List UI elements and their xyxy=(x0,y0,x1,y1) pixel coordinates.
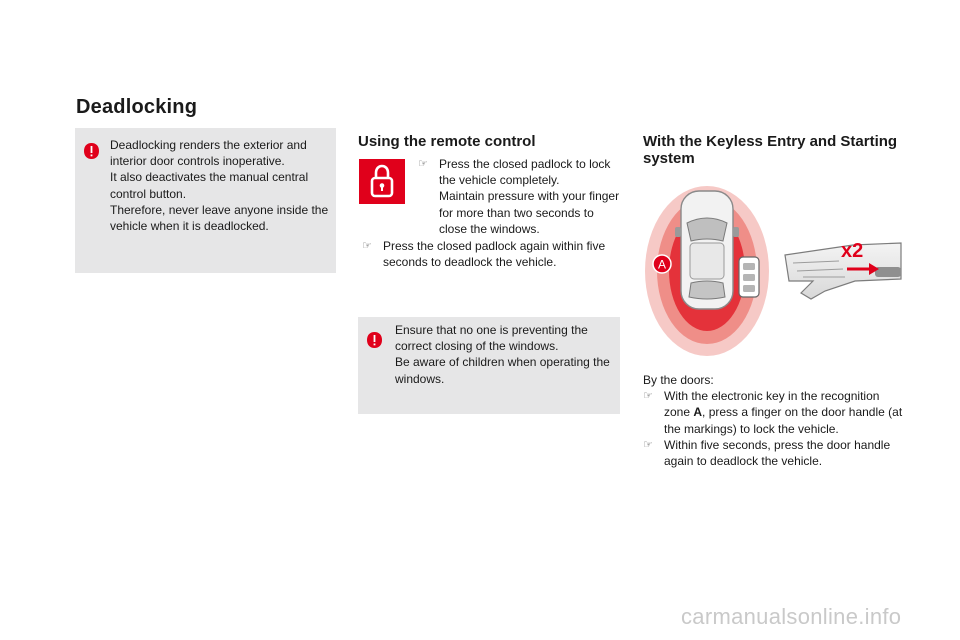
watermark: carmanualsonline.info xyxy=(681,604,902,629)
step-line xyxy=(664,388,905,437)
warning-line: Be aware of children when operating the windows. xyxy=(395,355,610,386)
car-top-view-icon xyxy=(675,191,739,309)
step-line: Press the closed padlock to lock the vehicle completely. xyxy=(439,157,611,188)
arrow-bullet-icon: ☞ xyxy=(643,438,653,451)
key-fob-icon xyxy=(739,257,759,297)
padlock-button-illustration xyxy=(359,159,405,204)
remote-step-1 xyxy=(418,156,623,237)
step-text: , press a finger on the door handle (at the markings) to lock the vehicle. xyxy=(664,405,903,436)
list-item xyxy=(418,156,623,237)
keyless-doors-instructions xyxy=(643,372,905,469)
windows-warning-box xyxy=(358,317,620,414)
step-text: With the electronic key in the recognition zone xyxy=(664,389,880,420)
zone-a-marker xyxy=(653,255,671,273)
warning-line: Therefore, never leave anyone inside the vehicle when it is deadlocked. xyxy=(110,202,329,234)
zone-a-label: A xyxy=(657,257,667,272)
warning-line: It also deactivates the manual central control button. xyxy=(110,170,309,201)
warning-line: Deadlocking renders the exterior and interior door controls inoperative. xyxy=(110,138,307,169)
remote-step-2 xyxy=(362,238,622,270)
list-item xyxy=(643,388,905,437)
step-line: Press the closed padlock again within five seconds to deadlock the vehicle. xyxy=(383,239,606,270)
warning-icon xyxy=(366,331,383,349)
padlock-icon xyxy=(359,159,405,204)
arrow-bullet-icon: ☞ xyxy=(643,390,653,403)
warning-line: Ensure that no one is preventing the correct closing of the windows. xyxy=(395,323,588,354)
list-item xyxy=(362,238,622,270)
press-twice-label: x2 xyxy=(841,240,864,262)
deadlocking-warning-text xyxy=(110,137,332,234)
step-line: Within five seconds, press the door handle again to deadlock the vehicle. xyxy=(664,437,891,469)
list-item xyxy=(643,437,905,469)
keyless-zone-illustration xyxy=(643,183,905,358)
arrow-bullet-icon: ☞ xyxy=(362,240,372,252)
page-title: Deadlocking xyxy=(76,96,198,118)
windows-warning-text xyxy=(395,322,617,387)
step-line: Maintain pressure with your finger for more than two seconds to close the windows. xyxy=(439,189,620,236)
deadlocking-warning-box xyxy=(75,128,336,273)
arrow-bullet-icon: ☞ xyxy=(418,158,428,170)
doors-intro: By the doors: xyxy=(643,373,714,387)
zone-reference: A xyxy=(693,405,703,420)
keyless-section-title: With the Keyless Entry and Starting system xyxy=(643,133,898,167)
remote-section-title: Using the remote control xyxy=(358,133,536,150)
warning-icon xyxy=(83,142,100,160)
